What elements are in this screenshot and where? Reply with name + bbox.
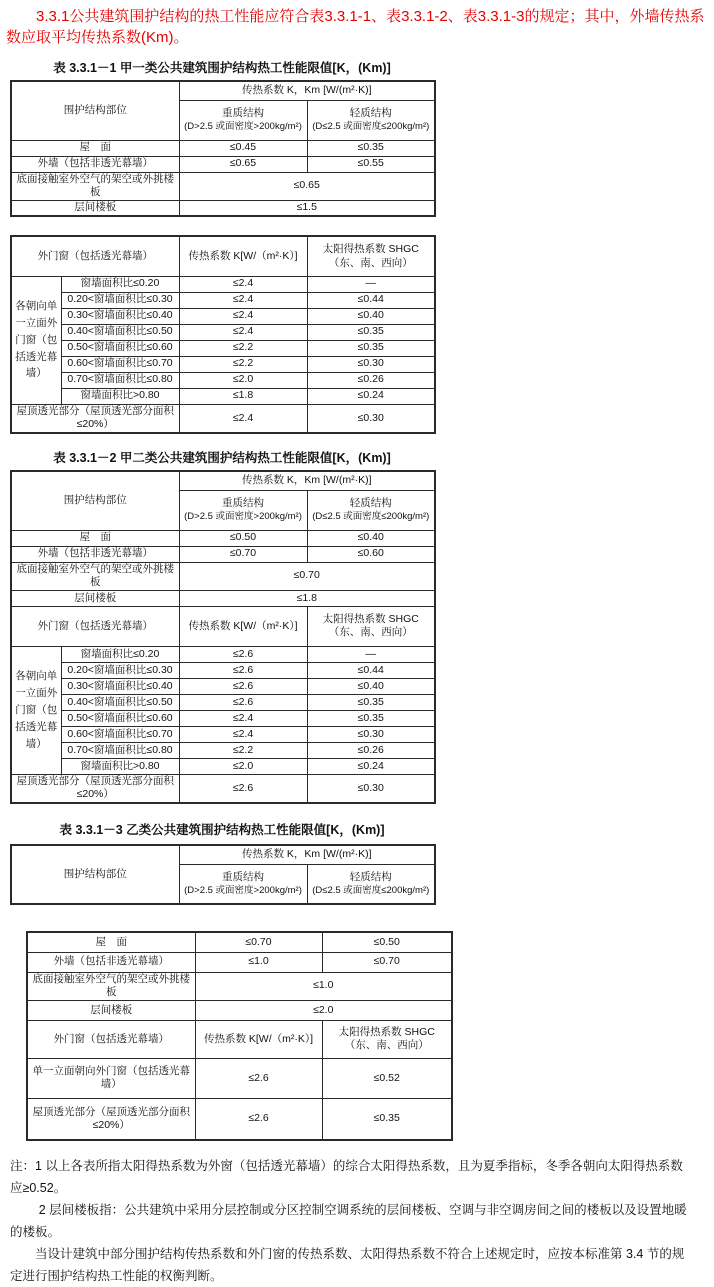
light-value: ≤0.40 xyxy=(307,530,435,546)
table-row xyxy=(11,388,435,404)
shgc-value: ≤0.35 xyxy=(307,340,435,356)
shgc-value: ≤0.26 xyxy=(307,742,435,758)
shgc-value: ≤0.30 xyxy=(307,726,435,742)
k-value: ≤2.4 xyxy=(179,324,307,340)
table-row xyxy=(11,200,435,216)
table-row xyxy=(27,932,452,952)
shgc-value: ≤0.24 xyxy=(307,388,435,404)
row-label: 底面接触室外空气的架空或外挑楼板 xyxy=(11,562,179,590)
wwr-label: 0.60<窗墙面积比≤0.70 xyxy=(61,726,179,742)
table-row xyxy=(11,324,435,340)
k-value: ≤2.6 xyxy=(179,646,307,662)
table-row xyxy=(11,356,435,372)
table-row xyxy=(11,372,435,388)
shgc-value: ≤0.35 xyxy=(307,694,435,710)
k-km-header-cell: 传热系数 K，Km [W/(m²·K)] xyxy=(179,845,435,864)
wwr-label: 窗墙面积比≤0.20 xyxy=(61,646,179,662)
wwr-label: 0.70<窗墙面积比≤0.80 xyxy=(61,742,179,758)
window-header-cell: 外门窗（包括透光幕墙） xyxy=(27,1020,195,1058)
roof-translucent-label: 屋顶透光部分（屋顶透光部分面积≤20%） xyxy=(11,774,179,803)
part-header-cell: 围护结构部位 xyxy=(11,81,179,140)
row-label: 底面接触室外空气的架空或外挑楼板 xyxy=(11,172,179,200)
row-label: 层间楼板 xyxy=(27,1000,195,1020)
orientation-group-label: 各朝向单一立面外门窗（包括透光幕墙） xyxy=(11,276,61,404)
shgc-value: — xyxy=(307,276,435,292)
heavy-sublabel: (D>2.5 或面密度>200kg/m²) xyxy=(184,120,302,132)
wwr-label: 0.40<窗墙面积比≤0.50 xyxy=(61,324,179,340)
table-header-row xyxy=(11,471,435,490)
wwr-label: 窗墙面积比>0.80 xyxy=(61,388,179,404)
wwr-label: 0.60<窗墙面积比≤0.70 xyxy=(61,356,179,372)
document-page xyxy=(0,6,714,1284)
shgc-orientations: （东、南、西向） xyxy=(328,626,413,639)
k-value: ≤2.6 xyxy=(195,1058,322,1098)
k-value: ≤0.70 xyxy=(179,562,435,590)
shgc-value: ≤0.30 xyxy=(307,356,435,372)
table-row xyxy=(11,726,435,742)
table-row xyxy=(11,276,435,292)
table-row xyxy=(11,308,435,324)
heavy-sublabel: (D>2.5 或面密度>200kg/m²) xyxy=(184,884,302,896)
k-value: ≤2.4 xyxy=(179,276,307,292)
orientation-group-label: 各朝向单一立面外门窗（包括透光幕墙） xyxy=(11,646,61,774)
light-structure-header-cell xyxy=(307,864,435,904)
k-value: ≤2.2 xyxy=(179,742,307,758)
window-header-cell: 外门窗（包括透光幕墙） xyxy=(11,236,179,276)
shgc-value: ≤0.35 xyxy=(307,710,435,726)
k-value: ≤2.6 xyxy=(195,1098,322,1140)
shgc-value: ≤0.35 xyxy=(307,324,435,340)
k-value: ≤2.0 xyxy=(179,372,307,388)
table-row xyxy=(11,662,435,678)
light-label: 轻质结构 xyxy=(349,870,392,883)
k-value: ≤2.0 xyxy=(179,758,307,774)
light-value: ≤0.70 xyxy=(322,952,452,972)
table-row xyxy=(27,1098,452,1140)
shgc-orientations: （东、南、西向） xyxy=(344,1039,429,1052)
heavy-value: ≤0.70 xyxy=(179,546,307,562)
light-sublabel: (D≤2.5 或面密度≤200kg/m²) xyxy=(312,510,430,522)
shgc-value: ≤0.30 xyxy=(307,774,435,803)
row-label: 屋 面 xyxy=(11,140,179,156)
row-label: 外墙（包括非透光幕墙） xyxy=(11,156,179,172)
wwr-label: 0.40<窗墙面积比≤0.50 xyxy=(61,694,179,710)
table3-header xyxy=(10,844,436,905)
table2-title: 表 3.3.1－2 甲二类公共建筑围护结构热工性能限值[K，(Km)] xyxy=(53,451,391,466)
row-label: 底面接触室外空气的架空或外挑楼板 xyxy=(27,972,195,1000)
heavy-structure-header-cell xyxy=(179,490,307,530)
table-header-row xyxy=(27,1020,452,1058)
table-row xyxy=(11,694,435,710)
shgc-orientations: （东、南、西向） xyxy=(328,256,413,269)
window-k-header-cell: 传热系数 K[W/（m²·K）] xyxy=(179,236,307,276)
heavy-label: 重质结构 xyxy=(222,107,264,119)
light-label: 轻质结构 xyxy=(349,497,392,510)
k-value: ≤1.8 xyxy=(179,388,307,404)
light-value: ≤0.35 xyxy=(307,140,435,156)
table-row xyxy=(11,646,435,662)
table1-structure xyxy=(10,80,436,217)
table-row xyxy=(11,562,435,590)
table-row xyxy=(11,292,435,308)
light-structure-header-cell xyxy=(307,490,435,530)
row-label: 层间楼板 xyxy=(11,200,179,216)
wwr-label: 0.50<窗墙面积比≤0.60 xyxy=(61,710,179,726)
shgc-value: ≤0.52 xyxy=(322,1058,452,1098)
k-km-header-cell: 传热系数 K，Km [W/(m²·K)] xyxy=(179,471,435,490)
light-structure-header-cell xyxy=(307,100,435,140)
table-row xyxy=(11,710,435,726)
k-value: ≤2.4 xyxy=(179,710,307,726)
shgc-value: ≤0.24 xyxy=(307,758,435,774)
table-row xyxy=(11,140,435,156)
k-value: ≤2.0 xyxy=(195,1000,452,1020)
table-row xyxy=(11,758,435,774)
k-value: ≤2.2 xyxy=(179,340,307,356)
k-value: ≤1.8 xyxy=(179,590,435,606)
row-label: 屋 面 xyxy=(27,932,195,952)
shgc-value: ≤0.30 xyxy=(307,404,435,433)
row-label: 单一立面朝向外门窗（包括透光幕墙） xyxy=(27,1058,195,1098)
table-row xyxy=(11,340,435,356)
intro-paragraph: 3.3.1公共建筑围护结构的热工性能应符合表3.3.1-1、表3.3.1-2、表3.3.1-3的规定；其中，外墙传热系数应取平均传热系数(Km)。 xyxy=(6,8,705,46)
heavy-label: 重质结构 xyxy=(222,870,264,883)
light-value: ≤0.50 xyxy=(322,932,452,952)
table-row xyxy=(11,530,435,546)
wwr-label: 0.50<窗墙面积比≤0.60 xyxy=(61,340,179,356)
table-row xyxy=(27,1058,452,1098)
heavy-value: ≤0.65 xyxy=(179,156,307,172)
shgc-value: ≤0.44 xyxy=(307,292,435,308)
note-2: 2 层间楼板指：公共建筑中采用分层控制或分区控制空调系统的层间楼板、空调与非空调房间之间的楼板以及设置地暖的楼板。 xyxy=(10,1203,687,1240)
heavy-value: ≤1.0 xyxy=(195,952,322,972)
k-value: ≤1.0 xyxy=(195,972,452,1000)
window-header-cell: 外门窗（包括透光幕墙） xyxy=(11,606,179,646)
shgc-label: 太阳得热系数 SHGC xyxy=(322,612,419,625)
k-value: ≤2.4 xyxy=(179,726,307,742)
k-value: ≤2.4 xyxy=(179,292,307,308)
k-value: ≤2.2 xyxy=(179,356,307,372)
table-header-row xyxy=(11,606,435,646)
table-row xyxy=(11,678,435,694)
k-value: ≤1.5 xyxy=(179,200,435,216)
shgc-value: ≤0.35 xyxy=(322,1098,452,1140)
window-k-header-cell: 传热系数 K[W/（m²·K）] xyxy=(195,1020,322,1058)
k-km-header-cell: 传热系数 K，Km [W/(m²·K)] xyxy=(179,81,435,100)
table-row xyxy=(27,1000,452,1020)
wwr-label: 0.70<窗墙面积比≤0.80 xyxy=(61,372,179,388)
heavy-structure-header-cell xyxy=(179,864,307,904)
k-value: ≤2.6 xyxy=(179,694,307,710)
table-row xyxy=(27,972,452,1000)
heavy-structure-header-cell xyxy=(179,100,307,140)
part-header-cell: 围护结构部位 xyxy=(11,845,179,904)
shgc-header-cell xyxy=(307,606,435,646)
k-value: ≤0.65 xyxy=(179,172,435,200)
light-value: ≤0.60 xyxy=(307,546,435,562)
table1-title: 表 3.3.1－1 甲一类公共建筑围护结构热工性能限值[K，(Km)] xyxy=(53,61,391,75)
table-header-row xyxy=(11,81,435,100)
table-row xyxy=(11,156,435,172)
heavy-value: ≤0.50 xyxy=(179,530,307,546)
table-row xyxy=(11,546,435,562)
shgc-header-cell xyxy=(307,236,435,276)
table2 xyxy=(10,470,436,804)
note-1: 注：1 以上各表所指太阳得热系数为外窗（包括透光幕墙）的综合太阳得热系数，且为夏季指标，冬季各朝向太阳得热系数应≥0.52。 xyxy=(10,1159,683,1196)
roof-translucent-label: 屋顶透光部分（屋顶透光部分面积≤20%） xyxy=(27,1098,195,1140)
shgc-header-cell xyxy=(322,1020,452,1058)
wwr-label: 0.30<窗墙面积比≤0.40 xyxy=(61,308,179,324)
table-header-row xyxy=(11,236,435,276)
roof-translucent-label: 屋顶透光部分（屋顶透光部分面积≤20%） xyxy=(11,404,179,433)
shgc-label: 太阳得热系数 SHGC xyxy=(322,242,419,255)
k-value: ≤2.6 xyxy=(179,662,307,678)
table-row xyxy=(11,774,435,803)
table3-title: 表 3.3.1－3 乙类公共建筑围护结构热工性能限值[K，(Km)] xyxy=(59,823,385,838)
row-label: 外墙（包括非透光幕墙） xyxy=(27,952,195,972)
wwr-label: 0.30<窗墙面积比≤0.40 xyxy=(61,678,179,694)
row-label: 层间楼板 xyxy=(11,590,179,606)
light-sublabel: (D≤2.5 或面密度≤200kg/m²) xyxy=(312,120,430,132)
heavy-sublabel: (D>2.5 或面密度>200kg/m²) xyxy=(184,510,302,522)
wwr-label: 窗墙面积比≤0.20 xyxy=(61,276,179,292)
k-value: ≤2.6 xyxy=(179,774,307,803)
heavy-label: 重质结构 xyxy=(222,497,264,510)
heavy-value: ≤0.70 xyxy=(195,932,322,952)
k-value: ≤2.6 xyxy=(179,678,307,694)
table1-windows xyxy=(10,235,436,434)
shgc-value: ≤0.40 xyxy=(307,308,435,324)
shgc-value: ≤0.40 xyxy=(307,678,435,694)
table-row xyxy=(11,590,435,606)
table-row xyxy=(11,742,435,758)
footnotes xyxy=(0,1155,714,1287)
table-row xyxy=(27,952,452,972)
heavy-value: ≤0.45 xyxy=(179,140,307,156)
wwr-label: 0.20<窗墙面积比≤0.30 xyxy=(61,662,179,678)
table-row xyxy=(11,404,435,433)
wwr-label: 0.20<窗墙面积比≤0.30 xyxy=(61,292,179,308)
row-label: 外墙（包括非透光幕墙） xyxy=(11,546,179,562)
shgc-label: 太阳得热系数 SHGC xyxy=(338,1025,435,1038)
k-value: ≤2.4 xyxy=(179,308,307,324)
light-value: ≤0.55 xyxy=(307,156,435,172)
row-label: 屋 面 xyxy=(11,530,179,546)
table3-body xyxy=(26,931,453,1141)
part-header-cell: 围护结构部位 xyxy=(11,471,179,530)
table-header-row xyxy=(11,845,435,864)
shgc-value: — xyxy=(307,646,435,662)
table-row xyxy=(11,172,435,200)
note-3: 当设计建筑中部分围护结构传热系数和外门窗的传热系数、太阳得热系数不符合上述规定时，应按本标准第 3.4 节的规定进行围护结构热工性能的权衡判断。 xyxy=(10,1247,685,1284)
shgc-value: ≤0.44 xyxy=(307,662,435,678)
k-value: ≤2.4 xyxy=(179,404,307,433)
wwr-label: 窗墙面积比>0.80 xyxy=(61,758,179,774)
shgc-value: ≤0.26 xyxy=(307,372,435,388)
light-sublabel: (D≤2.5 或面密度≤200kg/m²) xyxy=(312,884,430,896)
window-k-header-cell: 传热系数 K[W/（m²·K）] xyxy=(179,606,307,646)
light-label: 轻质结构 xyxy=(349,107,392,119)
